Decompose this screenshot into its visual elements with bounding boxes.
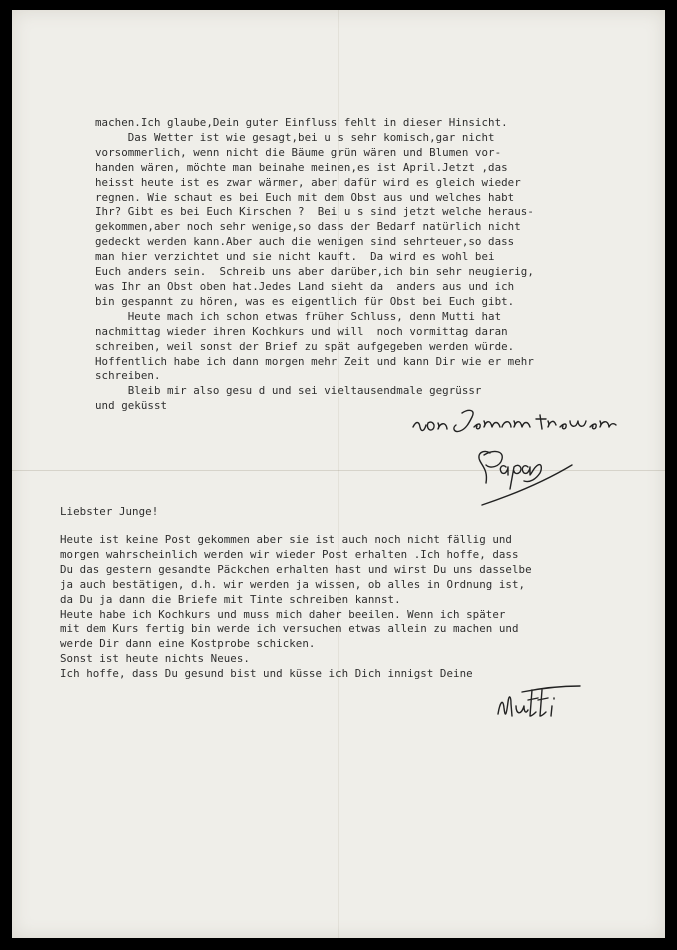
papa-letter-line: man hier verzichtet und sie nicht kauft. Da wird es wohl bei: [95, 250, 495, 264]
papa-letter-line: heisst heute ist es zwar wärmer, aber dafür wird es gleich wieder: [95, 175, 521, 189]
papa-letter-line: vorsommerlich, wenn nicht die Bäume grün wären und Blumen vor-: [95, 145, 502, 159]
mutti-letter-line: mit dem Kurs fertig bin werde ich versuchen etwas allein zu machen und: [60, 622, 519, 636]
papa-letter-line: was Ihr an Obst oben hat.Jedes Land sieht da anders aus und ich: [95, 279, 515, 293]
papa-letter-line: machen.Ich glaube,Dein guter Einfluss fehlt in dieser Hinsicht.: [95, 116, 508, 129]
mutti-letter-line: Sonst ist heute nichts Neues.: [60, 652, 250, 666]
papa-letter-line: nachmittag wieder ihren Kochkurs und will noch vormittag daran: [95, 324, 508, 338]
papa-letter-line: Bleib mir also gesu d und sei vieltausendmale gegrüssr: [95, 384, 482, 398]
papa-letter-line: gedeckt werden kann.Aber auch die wenigen sind sehrteuer,so dass: [95, 235, 515, 249]
mutti-letter-line: Heute ist keine Post gekommen aber sie ist auch noch nicht fällig und: [60, 533, 512, 546]
mutti-letter-line: da Du ja dann die Briefe mit Tinte schreiben kannst.: [60, 592, 401, 606]
papa-letter-line: und geküsst: [95, 399, 168, 413]
papa-letter-line: bin gespannt zu hören, was es eigentlich für Obst bei Euch gibt.: [95, 294, 515, 308]
mutti-letter-line: Du das gestern gesandte Päckchen erhalten hast und wirst Du uns dasselbe: [60, 562, 532, 576]
mutti-letter-body: [60, 533, 532, 682]
papa-letter-line: handen wären, möchte man beinahe meinen,es ist April.Jetzt ,das: [95, 160, 508, 174]
papa-letter-line: Heute mach ich schon etwas früher Schluss, denn Mutti hat: [95, 309, 502, 323]
mutti-letter-line: morgen wahrscheinlich werden wir wieder Post erhalten .Ich hoffe, dass: [60, 547, 519, 561]
papa-letter-line: Hoffentlich habe ich dann morgen mehr Zeit und kann Dir wie er mehr: [95, 354, 534, 368]
mutti-letter-line: werde Dir dann eine Kostprobe schicken.: [60, 637, 316, 651]
papa-signature: [410, 405, 630, 520]
papa-letter-line: gekommen,aber noch sehr wenige,so dass der Bedarf natürlich nicht: [95, 220, 521, 234]
mutti-greeting: Liebster Junge!: [60, 505, 159, 518]
mutti-letter-line: Ich hoffe, dass Du gesund bist und küsse ich Dich innigst Deine: [60, 667, 473, 681]
papa-letter-line: schreiben.: [95, 369, 161, 383]
mutti-letter-line: Heute habe ich Kochkurs und muss mich daher beeilen. Wenn ich später: [60, 607, 506, 621]
papa-letter-line: schreiben, weil sonst der Brief zu spät aufgegeben werden würde.: [95, 339, 515, 353]
papa-letter-line: Das Wetter ist wie gesagt,bei u s sehr komisch,gar nicht: [95, 130, 495, 144]
papa-letter-body: [95, 116, 534, 414]
mutti-signature: [492, 684, 592, 739]
papa-letter-line: regnen. Wie schaut es bei Euch mit dem Obst aus und welches habt: [95, 190, 515, 204]
papa-letter-line: Euch anders sein. Schreib uns aber darüber,ich bin sehr neugierig,: [95, 265, 534, 279]
papa-letter-line: Ihr? Gibt es bei Euch Kirschen ? Bei u s sind jetzt welche heraus-: [95, 205, 534, 219]
mutti-letter-line: ja auch bestätigen, d.h. wir werden ja wissen, ob alles in Ordnung ist,: [60, 577, 526, 591]
